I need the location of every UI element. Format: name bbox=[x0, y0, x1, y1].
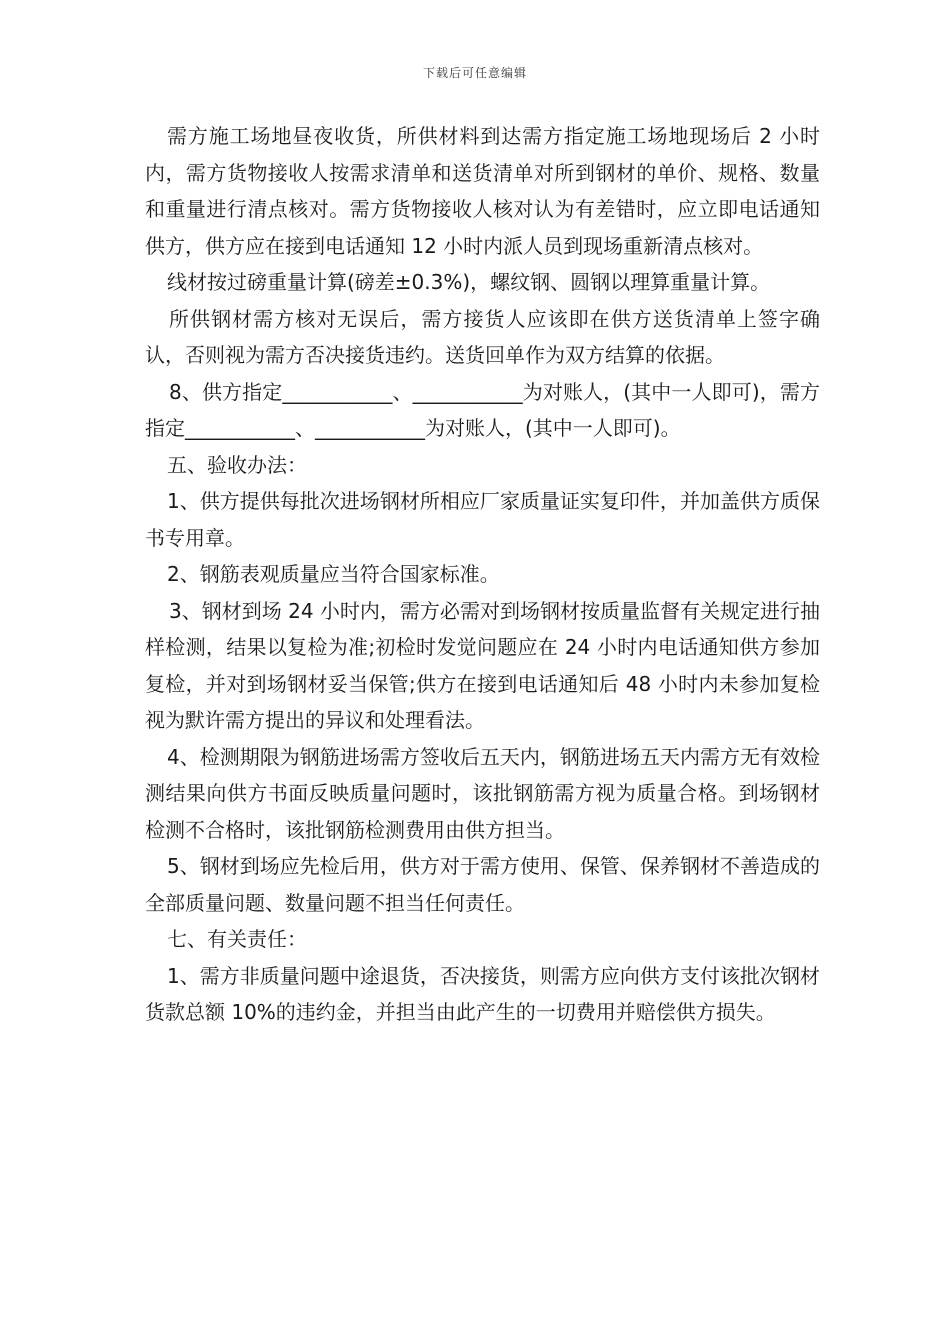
acceptance-item-3: 3、钢材到场 24 小时内，需方必需对到场钢材按质量监督有关规定进行抽样检测，结果以复检为准;初检时发觉问题应在 24 小时内电话通知供方参加复检，并对到场钢材妥当保管;供方在接到电话通知后 48 小时内未参加复检视为默许需方提出的异议和处理看法。 bbox=[145, 598, 820, 732]
acceptance-item-1: 1、供方提供每批次进场钢材所相应厂家质量证实复印件，并加盖供方质保书专用章。 bbox=[145, 489, 820, 550]
paragraph-weight-calculation: 线材按过磅重量计算(磅差±0.3%)，螺纹钢、圆钢以理算重量计算。 bbox=[167, 270, 771, 294]
acceptance-item-4: 4、检测期限为钢筋进场需方签收后五天内，钢筋进场五天内需方无有效检测结果向供方书面反映质量问题时，该批钢筋需方视为质量合格。到场钢材检测不合格时，该批钢筋检测费用由供方担当。 bbox=[145, 744, 820, 842]
acceptance-item-5: 5、钢材到场应先检后用，供方对于需方使用、保管、保养钢材不善造成的全部质量问题、数量问题不担当任何责任。 bbox=[145, 854, 820, 915]
paragraph-signature-confirm: 所供钢材需方核对无误后，需方接货人应该即在供方送货清单上签字确认，否则视为需方否决接货违约。送货回单作为双方结算的依据。 bbox=[145, 306, 820, 367]
page-header: 下载后可任意编辑 bbox=[422, 66, 527, 80]
section-heading-acceptance: 五、验收办法： bbox=[167, 452, 307, 477]
section-heading-responsibility: 七、有关责任： bbox=[167, 927, 307, 951]
paragraph-reconciliation-contacts: 8、供方指定___________、___________为对账人，(其中一人即可)，需方指定___________、___________为对账人，(其中一人即可)。 bbox=[145, 379, 820, 440]
responsibility-item-1: 1、需方非质量问题中途退货，否决接货，则需方应向供方支付该批次钢材货款总额 10%的违约金，并担当由此产生的一切费用并赔偿供方损失。 bbox=[145, 963, 820, 1024]
paragraph-delivery-check: 需方施工场地昼夜收货，所供材料到达需方指定施工场地现场后 2 小时内，需方货物接收人按需求清单和送货清单对所到钢材的单价、规格、数量和重量进行清点核对。需方货物接收人核对认为有差错时，应立即电话通知供方，供方应在接到电话通知 12 小时内派人员到现场重新清点核对。 bbox=[145, 124, 820, 258]
document-body bbox=[145, 118, 820, 1031]
acceptance-item-2: 2、钢筋表观质量应当符合国家标准。 bbox=[167, 562, 500, 586]
